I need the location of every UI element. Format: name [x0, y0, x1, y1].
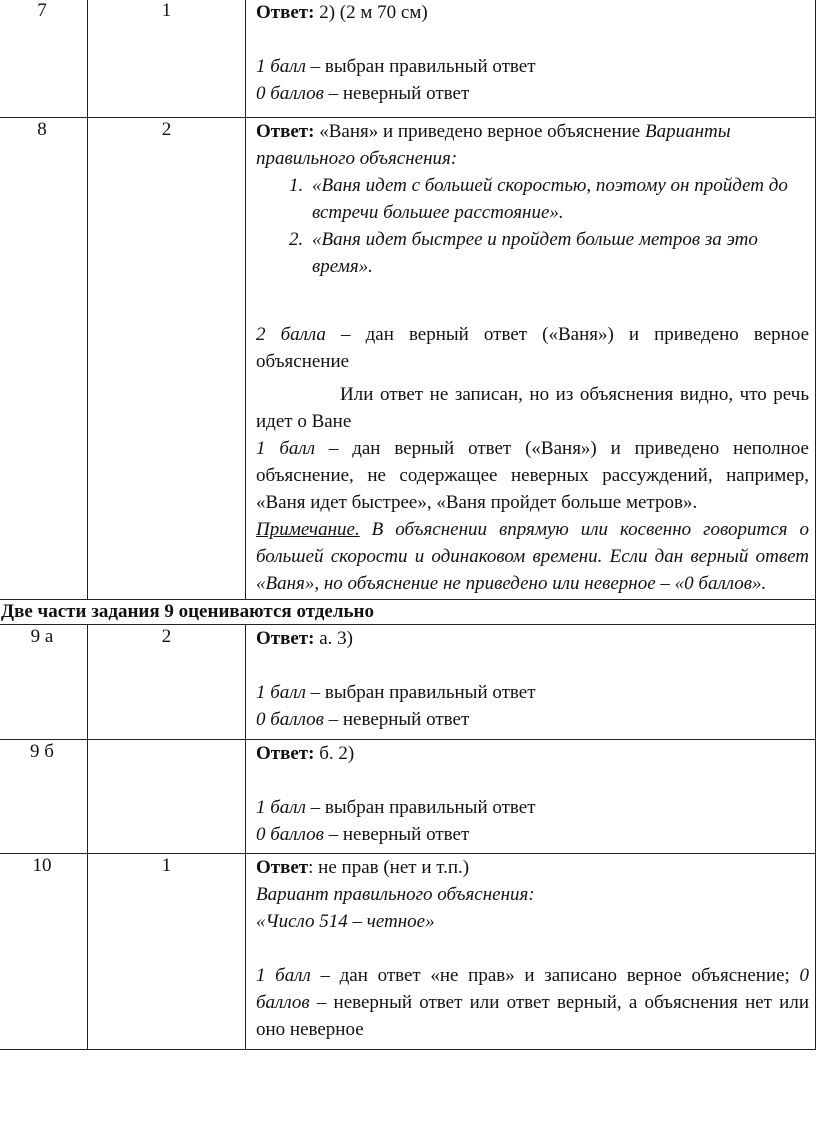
max-score: 1	[161, 855, 172, 876]
section-header: Две части задания 9 оцениваются отдельно	[0, 600, 816, 625]
task-number: 9 б	[30, 741, 54, 762]
points-label: 1 балл	[256, 965, 311, 986]
max-score-cell	[88, 0, 246, 118]
criterion-text: – неверный ответ	[323, 709, 470, 730]
variant	[256, 908, 809, 935]
max-score-cell	[88, 625, 246, 740]
task-number-cell	[0, 0, 88, 118]
answer-value: 2) (2 м 70 см)	[319, 2, 428, 23]
table-row	[0, 0, 816, 118]
max-score: 2	[161, 119, 172, 140]
criterion-0	[256, 821, 809, 848]
task-number: 10	[32, 855, 52, 876]
variant-intro	[256, 881, 809, 908]
criteria-cell	[246, 0, 816, 118]
answer-value: а. 3)	[314, 628, 353, 649]
points-label: 1 балл	[256, 682, 306, 703]
criterion-text: – выбран правильный ответ	[305, 682, 536, 703]
task-number-cell	[0, 118, 88, 600]
answer-line	[256, 854, 809, 881]
criterion-1	[256, 53, 809, 80]
answer-line	[256, 118, 809, 172]
criterion-0	[256, 80, 809, 107]
answer-line	[256, 740, 809, 767]
alt-criterion: Или ответ не записан, но из объяснения видно, что речь идет о Ване	[256, 384, 809, 432]
points-label: 1 балл	[256, 797, 306, 818]
max-score	[88, 740, 245, 741]
points-label: 0 баллов	[256, 709, 324, 730]
criterion-1	[256, 679, 809, 706]
note	[256, 516, 809, 597]
points-label: 0 баллов	[256, 824, 324, 845]
answer-label: Ответ:	[256, 743, 315, 764]
note-text: В объяснении впрямую или косвенно говорится о большей скорости и одинаковом времени. Если дан верный ответ «Ваня», но объяснение не приведено или неверное – «0 баллов».	[256, 519, 809, 594]
variant-text: «Число 514 – четное»	[256, 911, 435, 932]
list-item: 1. «Ваня идет с большей скоростью, поэтому он пройдет до встречи большее расстояние».	[308, 172, 809, 226]
criterion-text: – выбран правильный ответ	[305, 797, 536, 818]
task-number: 7	[37, 0, 47, 21]
answer-line	[256, 0, 809, 26]
criterion-1	[256, 435, 809, 516]
note-label: Примечание.	[256, 519, 360, 540]
criterion-text: – неверный ответ	[323, 83, 470, 104]
answer-label: Ответ:	[256, 2, 315, 23]
criterion-2	[256, 321, 809, 375]
criteria-cell	[246, 625, 816, 740]
points-label: 2 балла	[256, 324, 326, 345]
answer-label: Ответ:	[256, 121, 315, 142]
table-row	[0, 600, 816, 625]
table-row	[0, 625, 816, 740]
answer-value: «Ваня» и приведено верное объяснение	[314, 121, 645, 142]
max-score: 1	[161, 0, 172, 21]
max-score: 2	[161, 626, 172, 647]
criteria-cell	[246, 854, 816, 1050]
criterion-text: – выбран правильный ответ	[305, 56, 536, 77]
task-number-cell	[0, 740, 88, 854]
task-number-cell	[0, 625, 88, 740]
criterion-1	[256, 794, 809, 821]
criterion-text: – дан ответ «не прав» и записано верное объяснение;	[310, 965, 800, 986]
max-score-cell	[88, 854, 246, 1050]
criteria-text	[256, 962, 809, 1043]
task-number: 9 а	[30, 626, 54, 647]
answer-value: : не прав (нет и т.п.)	[308, 857, 470, 878]
table-row	[0, 854, 816, 1050]
criterion-text: – дан верный ответ («Ваня») и приведено верное объяснение	[256, 324, 809, 372]
criterion-text: – дан верный ответ («Ваня») и приведено неполное объяснение, не содержащее неверных рассуждений, например, «Ваня идет быстрее», «Ваня пройдет больше метров».	[256, 438, 809, 513]
task-number: 8	[37, 119, 47, 140]
points-label: 1 балл	[256, 438, 315, 459]
criteria-cell	[246, 118, 816, 600]
criterion-text: – неверный ответ или ответ верный, а объяснения нет или оно неверное	[256, 992, 809, 1040]
answer-value: б. 2)	[314, 743, 355, 764]
table-row	[0, 740, 816, 854]
criteria-cell	[246, 740, 816, 854]
variants-list	[256, 172, 809, 280]
task-number-cell	[0, 854, 88, 1050]
points-label: 0 баллов	[256, 965, 810, 1013]
points-label: 0 баллов	[256, 83, 324, 104]
variants-intro: Варианты правильного объяснения:	[256, 121, 731, 169]
variant-intro-text: Вариант правильного объяснения:	[256, 884, 535, 905]
answer-label: Ответ	[256, 857, 309, 878]
answer-line	[256, 625, 809, 652]
max-score-cell	[88, 118, 246, 600]
max-score-cell	[88, 740, 246, 854]
criterion-0	[256, 706, 809, 733]
list-item: 2. «Ваня идет быстрее и пройдет больше метров за это время».	[308, 226, 809, 280]
answer-label: Ответ:	[256, 628, 315, 649]
table-row	[0, 118, 816, 600]
points-label: 1 балл	[256, 56, 306, 77]
criterion-text: – неверный ответ	[323, 824, 470, 845]
